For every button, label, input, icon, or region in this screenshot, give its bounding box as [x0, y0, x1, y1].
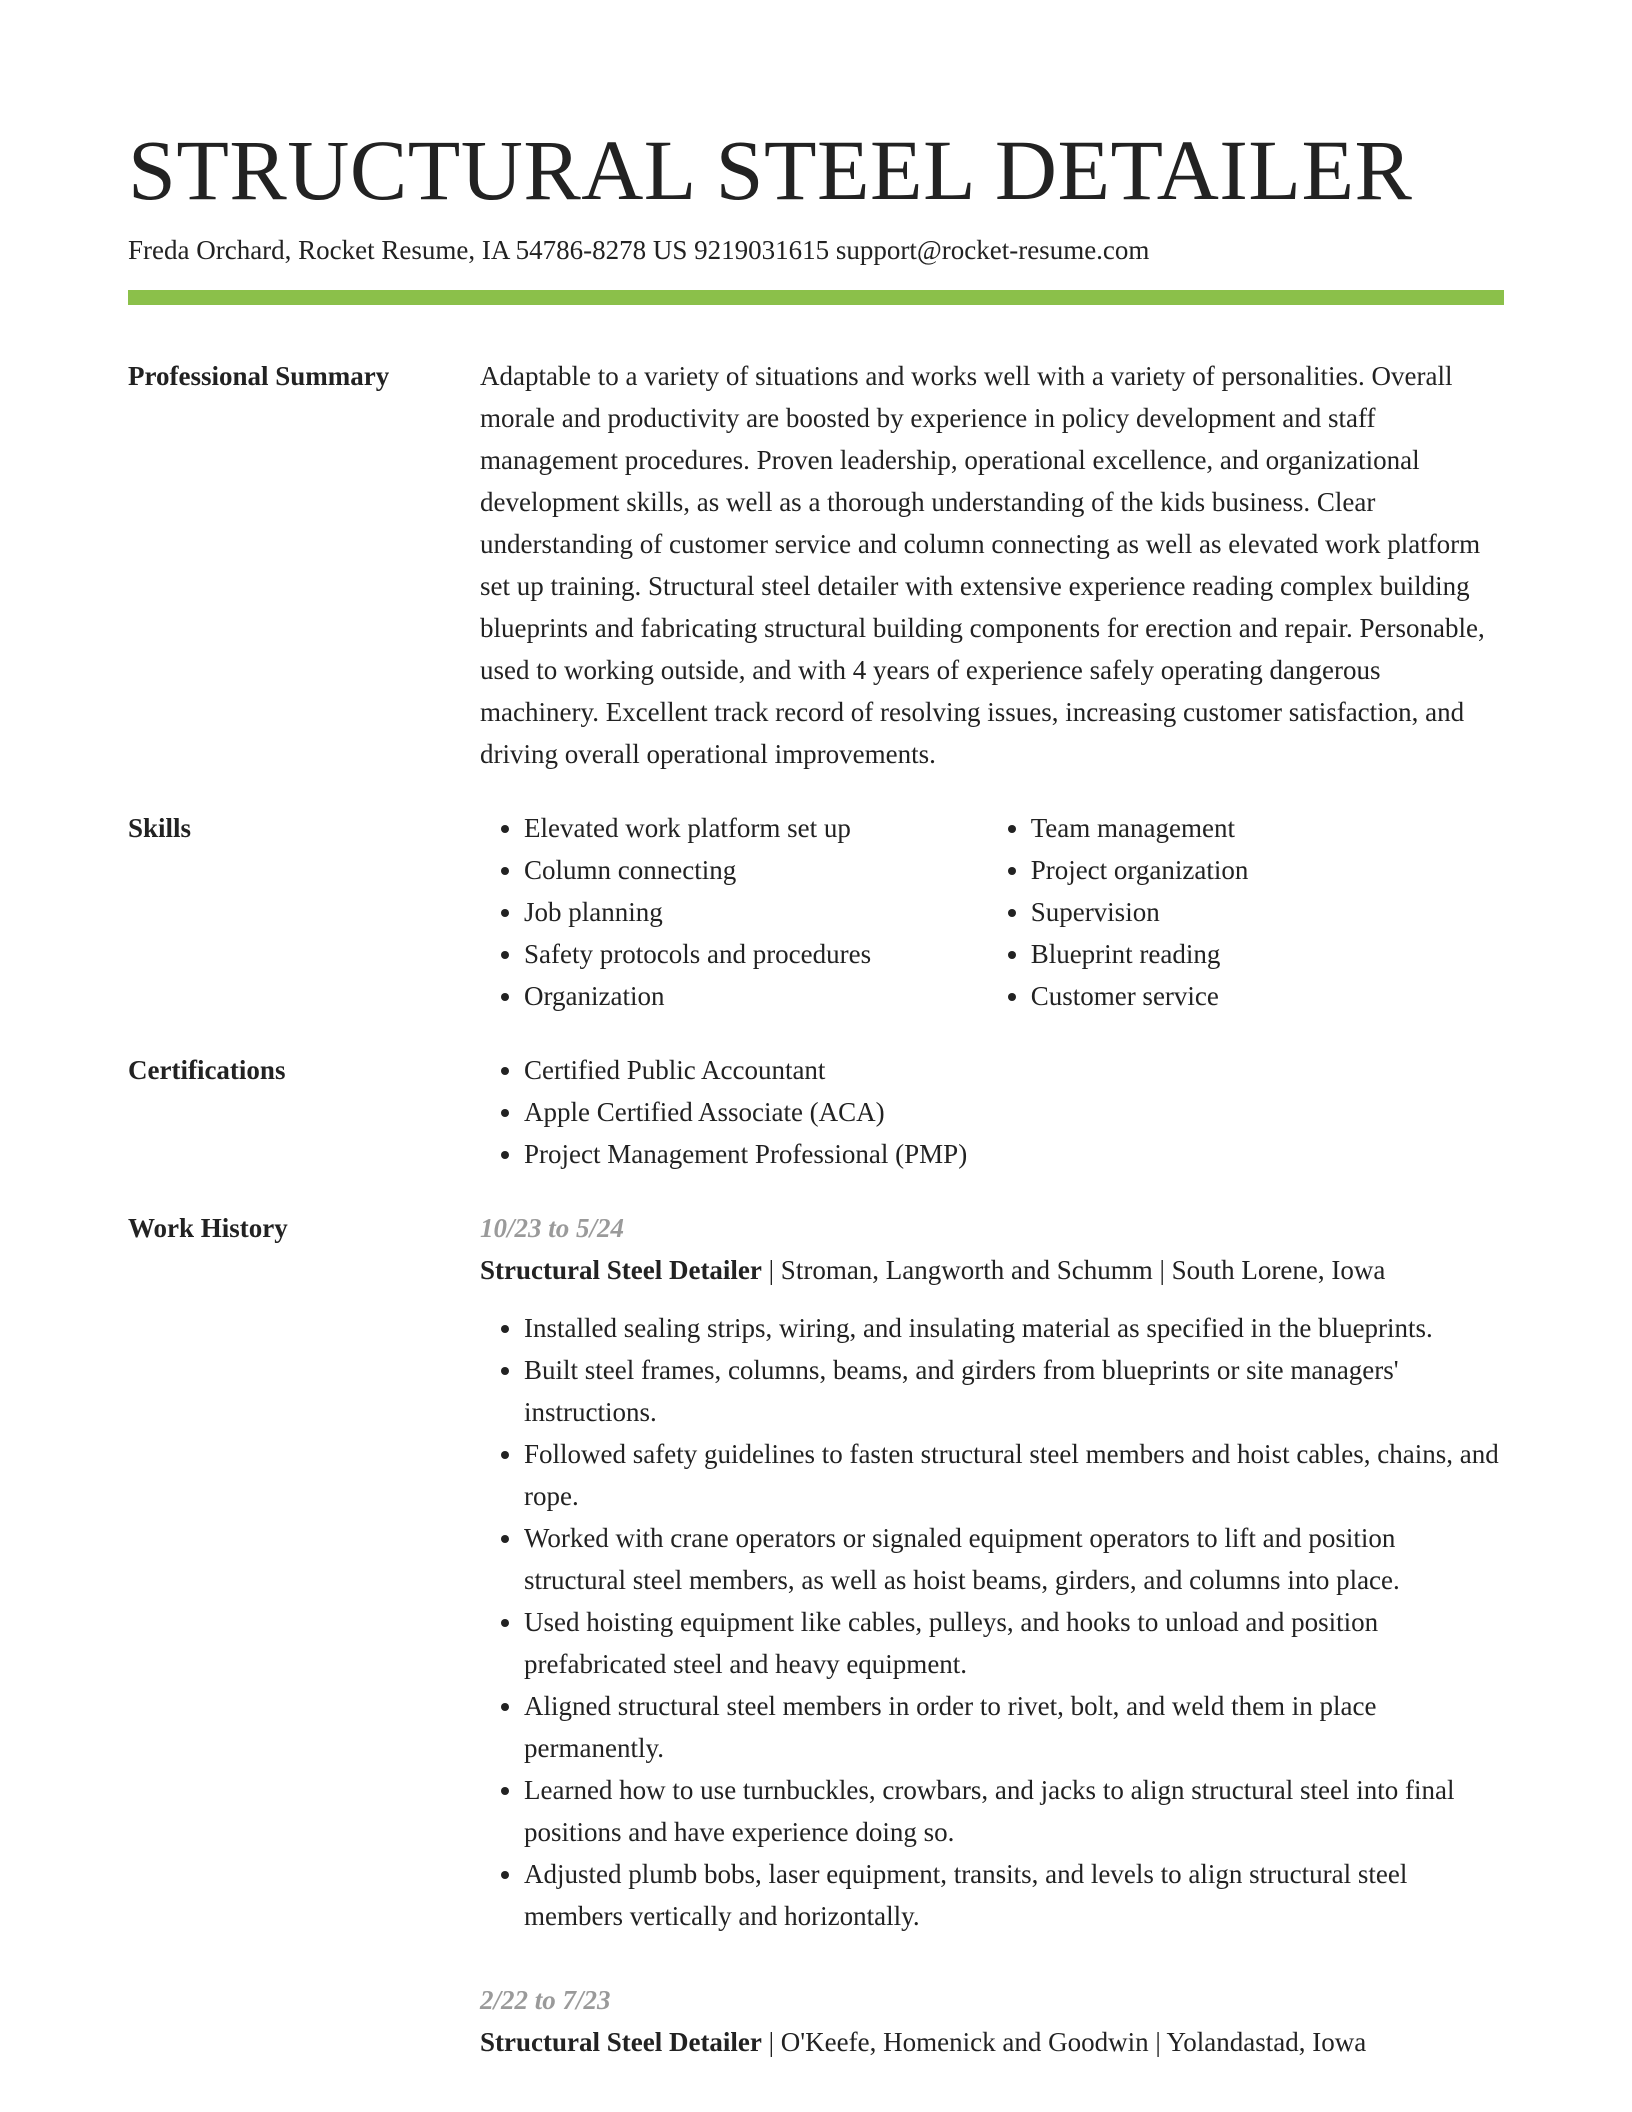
certifications-section: [128, 1049, 1504, 1175]
skill-item: • Job planning: [524, 891, 943, 933]
skill-item: • Column connecting: [524, 849, 943, 891]
section-label-certifications: Certifications: [128, 1055, 286, 1085]
skill-item: • Blueprint reading: [1031, 933, 1504, 975]
certifications-list: [480, 1049, 1504, 1175]
job-bullet: • Installed sealing strips, wiring, and insulating material as specified in the blueprints.: [524, 1307, 1504, 1349]
job-employer-location: | Stroman, Langworth and Schumm | South Lorene, Iowa: [761, 1255, 1386, 1285]
section-label-skills: Skills: [128, 813, 192, 843]
resume-name: STRUCTURAL STEEL DETAILER: [128, 122, 1413, 218]
certifications-body: [480, 1049, 1504, 1175]
accent-rule: [128, 290, 1504, 305]
job-bullets: [480, 1307, 1504, 1937]
job-bullet: • Worked with crane operators or signaled equipment operators to lift and position structural steel members, as well as hoist beams, girders, and columns into place.: [524, 1517, 1504, 1601]
contact-line: Freda Orchard, Rocket Resume, IA 54786-8278 US 9219031615 support@rocket-resume.com: [128, 235, 1150, 265]
skills-list-left: [480, 807, 943, 1017]
job-bullet: • Built steel frames, columns, beams, and girders from blueprints or site managers' instructions.: [524, 1349, 1504, 1433]
job-dates: 10/23 to 5/24: [480, 1213, 625, 1243]
skill-item: • Project organization: [1031, 849, 1504, 891]
work-history-body: [480, 1207, 1504, 2063]
job-entry: [480, 1207, 1504, 1937]
job-heading: [480, 2021, 1504, 2063]
job-heading: [480, 1249, 1504, 1291]
summary-section: [128, 355, 1504, 775]
certification-item: • Certified Public Accountant: [524, 1049, 1504, 1091]
job-bullet: • Followed safety guidelines to fasten structural steel members and hoist cables, chains, and rope.: [524, 1433, 1504, 1517]
skill-item: • Organization: [524, 975, 943, 1017]
section-label-summary: Professional Summary: [128, 361, 390, 391]
job-title: Structural Steel Detailer: [480, 1255, 762, 1285]
certification-item: • Project Management Professional (PMP): [524, 1133, 1504, 1175]
job-bullet: • Aligned structural steel members in order to rivet, bolt, and weld them in place permanently.: [524, 1685, 1504, 1769]
skills-columns: [480, 807, 1504, 1017]
certification-item: • Apple Certified Associate (ACA): [524, 1091, 1504, 1133]
skill-item: • Safety protocols and procedures: [524, 933, 943, 975]
job-bullet: • Adjusted plumb bobs, laser equipment, transits, and levels to align structural steel members vertically and horizontally.: [524, 1853, 1504, 1937]
job-title: Structural Steel Detailer: [480, 2027, 762, 2057]
skill-item: • Supervision: [1031, 891, 1504, 933]
summary-text: Adaptable to a variety of situations and works well with a variety of personalities. Overall morale and productivity are boosted by experience in policy development and staff management procedures. Proven leadership, operational excellence, and organizational development skills, as well as a thorough understanding of the kids business. Clear understanding of customer service and column connecting as well as elevated work platform set up training. Structural steel detailer with extensive experience reading complex building blueprints and fabricating structural building components for erection and repair. Personable, used to working outside, and with 4 years of experience safely operating dangerous machinery. Excellent track record of resolving issues, increasing customer satisfaction, and driving overall operational improvements.: [480, 361, 1485, 769]
skills-section: [128, 807, 1504, 1017]
job-employer-location: | O'Keefe, Homenick and Goodwin | Yolandastad, Iowa: [761, 2027, 1367, 2057]
job-bullet: • Learned how to use turnbuckles, crowbars, and jacks to align structural steel into final positions and have experience doing so.: [524, 1769, 1504, 1853]
skill-item: • Team management: [1031, 807, 1504, 849]
job-entry: [480, 1979, 1504, 2063]
skill-item: • Elevated work platform set up: [524, 807, 943, 849]
resume-page: [128, 120, 1504, 2063]
skills-list-right: [987, 807, 1504, 1017]
job-dates: 2/22 to 7/23: [480, 1985, 611, 2015]
skills-body: [480, 807, 1504, 1017]
section-label-work-history: Work History: [128, 1213, 288, 1243]
skill-item: • Customer service: [1031, 975, 1504, 1017]
job-bullet: • Used hoisting equipment like cables, pulleys, and hooks to unload and position prefabricated steel and heavy equipment.: [524, 1601, 1504, 1685]
work-history-section: [128, 1207, 1504, 2063]
